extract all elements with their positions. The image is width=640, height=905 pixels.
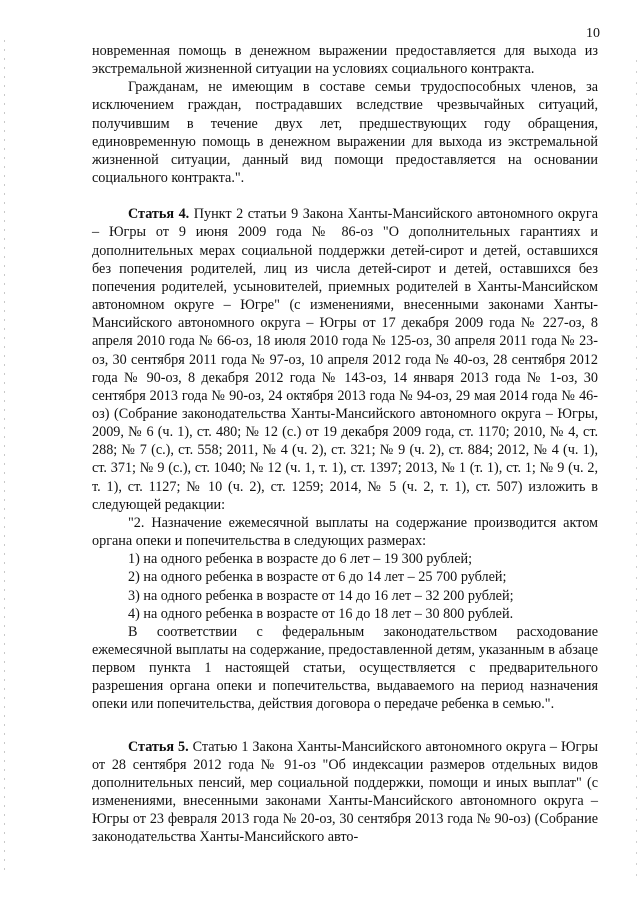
article-4-paragraph <box>92 205 598 514</box>
list-item: 4) на одного ребенка в возрасте от 16 до 18 лет – 30 800 рублей. <box>128 605 514 622</box>
scan-edge-left <box>4 40 5 870</box>
article-4-text: Пункт 2 статьи 9 Закона Ханты-Мансийского автономного округа – Югры от 9 июня 2009 года № 86-оз "О дополнительных гарантиях и дополнительных мерах социальной поддержки детей-сирот и детей, оставшихся без попечения родителей, лиц из числа детей-сирот и детей, оставшихся без попечения родителей, усыновителей, приемных родителей в Ханты-Мансийском автономном округе – Югре" (с изменениями, внесенными законами Ханты-Мансийского автономного округа – Югры от 17 декабря 2009 года № 227-оз, 8 апреля 2010 года № 66-оз, 18 июля 2010 года № 125-оз, 30 апреля 2011 года № 23-оз, 30 сентября 2011 года № 97-оз, 10 апреля 2012 года № 40-оз, 28 сентября 2012 года № 90-оз, 8 декабря 2012 года № 143-оз, 14 января 2013 года № 1-оз, 30 сентября 2013 года № 90-оз, 24 октября 2013 года № 94-оз, 29 мая 2014 года № 46-оз) (Собрание законодательства Ханты-Мансийского автономного округа – Югры, 2009, № 6 (ч. 1), ст. 480; № 12 (с.) от 19 декабря 2009 года, ст. 1170; 2010, № 4, ст. 288; № 7 (с.), ст. 558; 2011, № 4 (ч. 2), ст. 321; № 9 (ч. 2), ст. 884; 2012, № 4 (ч. 1), ст. 371; № 9 (с.), ст. 1040; № 12 (ч. 1, т. 1), ст. 1397; 2013, № 1 (т. 1), ст. 1; № 9 (ч. 2, т. 1), ст. 1127; № 10 (ч. 2), ст. 1259; 2014, № 5 (ч. 2, т. 1), ст. 507) изложить в следующей редакции: <box>92 206 598 513</box>
article-4-label: Статья 4. <box>128 206 190 223</box>
scan-edge-right <box>636 60 637 880</box>
article-5-label: Статья 5. <box>128 738 189 755</box>
article-5-text: Статью 1 Закона Ханты-Мансийского автономного округа – Югры от 28 сентября 2012 года № 91-оз "Об индексации размеров отдельных видов дополнительных пенсий, мер социальной поддержки, помощи и иных выплат" (с изменениями, внесенными законами Ханты-Мансийского автономного округа – Югры от 23 февраля 2013 года № 20-оз, 30 сентября 2013 года № 90-оз) (Собрание законодательства Ханты-Мансийского авто- <box>92 738 598 846</box>
page-number: 10 <box>586 26 600 41</box>
article-5-paragraph <box>92 738 598 847</box>
document-body <box>92 42 598 847</box>
paragraph-social-contract: Гражданам, не имеющим в составе семьи трудоспособных членов, за исключением граждан, пострадавших вследствие чрезвычайных ситуаций, получившим в течение двух лет, предшествующих году обращения, единовременную помощь в денежном выражении для выхода из экстремальной жизненной ситуации, данный вид помощи предоставляется на основании социального контракта.". <box>92 79 598 187</box>
paragraph-continuation: новременная помощь в денежном выражении предоставляется для выхода из экстремальной жизненной ситуации на условиях социального контракта. <box>92 43 598 78</box>
quote-intro: "2. Назначение ежемесячной выплаты на содержание производится актом органа опеки и попечительства в следующих размерах: <box>92 514 598 550</box>
list-item: 3) на одного ребенка в возрасте от 14 до 16 лет – 32 200 рублей; <box>128 587 514 604</box>
list-item: 2) на одного ребенка в возрасте от 6 до 14 лет – 25 700 рублей; <box>128 569 507 586</box>
list-item: 1) на одного ребенка в возрасте до 6 лет – 19 300 рублей; <box>128 551 473 568</box>
federal-paragraph: В соответствии с федеральным законодательством расходование ежемесячной выплаты на содержание, предоставленной детям, указанным в абзаце первом пункта 1 настоящей статьи, осуществляется с предварительного разрешения органа опеки и попечительства, выдаваемого на период назначения опеки или попечительства, действия договора о передаче ребенка в семью.". <box>92 623 598 713</box>
